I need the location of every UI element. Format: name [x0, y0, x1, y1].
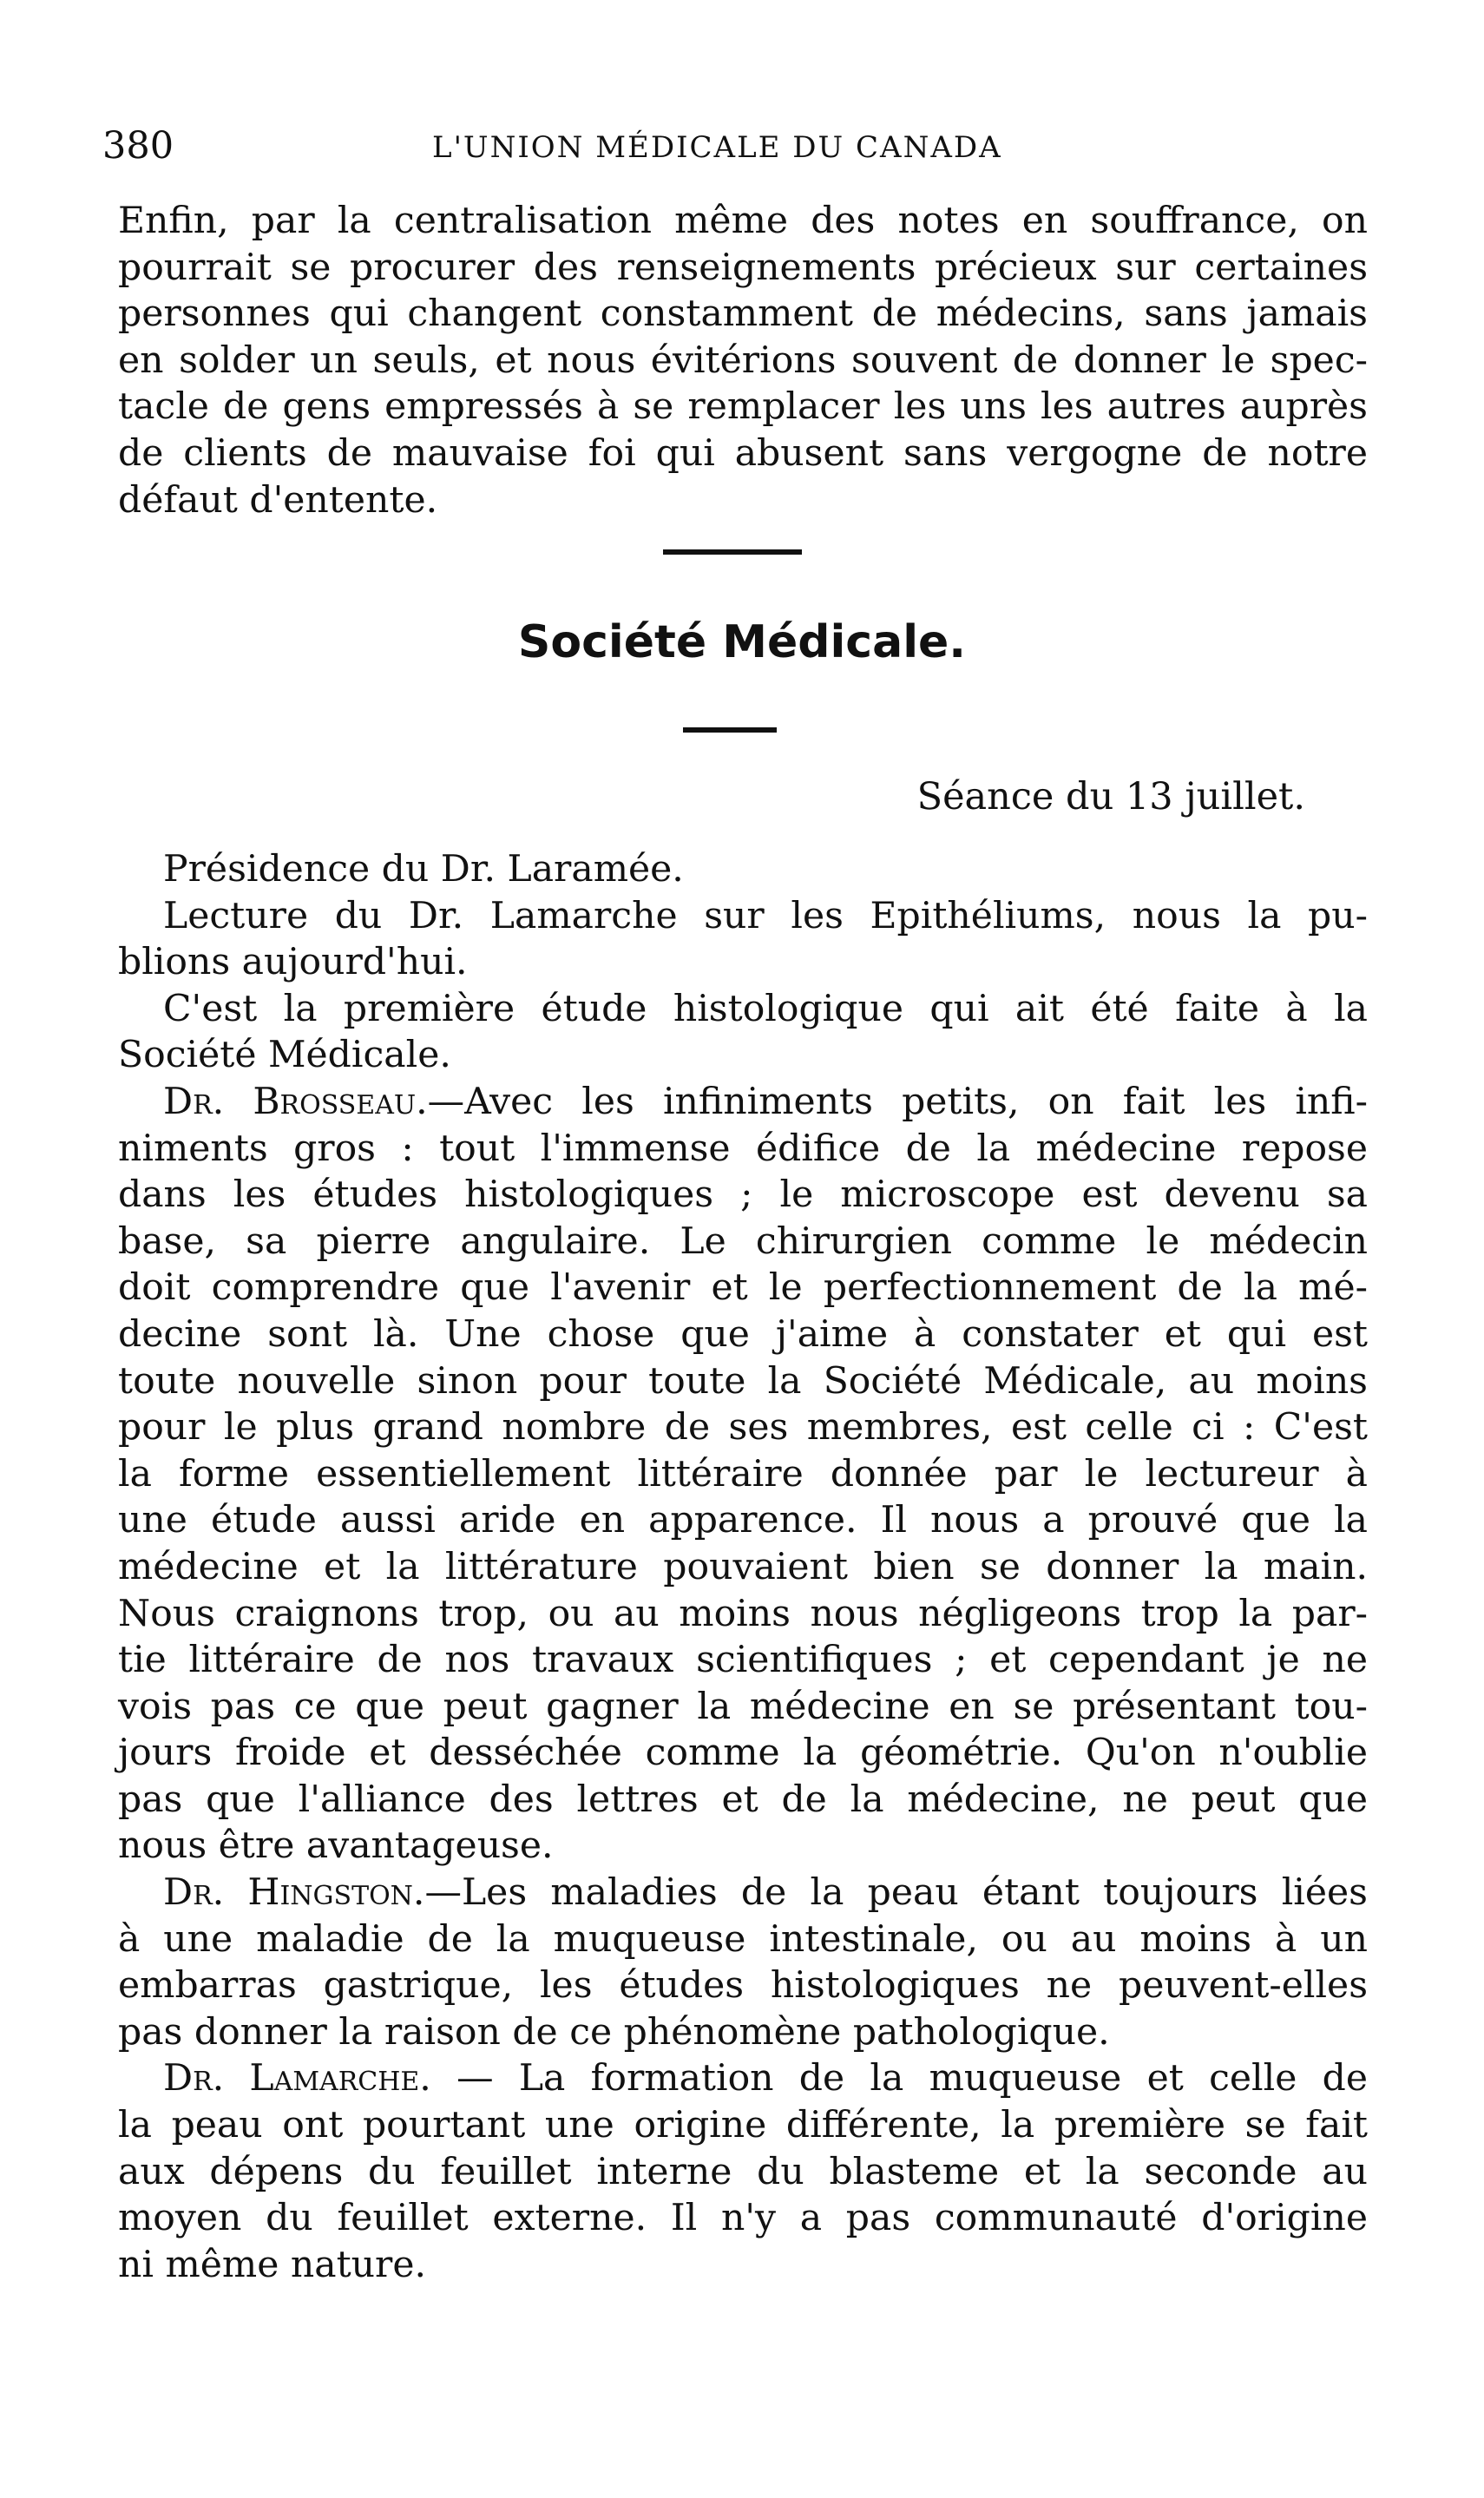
journal-title: L'UNION MÉDICALE DU CANADA [432, 130, 1002, 165]
text-line: une étude aussi aride en apparence. Il nous a prouvé que la [118, 1499, 1368, 1542]
text-line: Présidence du Dr. Laramée. [163, 848, 684, 891]
text-line: jours froide et desséchée comme la géométrie. Qu'on n'oublie [118, 1732, 1368, 1775]
text-line: personnes qui changent constamment de médecins, sans jamais [118, 293, 1368, 336]
text-line [118, 1079, 1368, 1126]
speaker-text: —Les maladies de la peau étant toujours liées [424, 1871, 1368, 1915]
text-line: pour le plus grand nombre de ses membres, est celle ci : C'est [118, 1406, 1368, 1449]
text-line: blions aujourd'hui. [118, 941, 468, 984]
speaker-name: Dr. Lamarche. [163, 2057, 431, 2100]
text-line [118, 2055, 1368, 2102]
text-line: pas donner la raison de ce phénomène pathologique. [118, 2010, 1110, 2054]
text-line: aux dépens du feuillet interne du blasteme et la seconde au [118, 2150, 1368, 2193]
text-line: dans les études histologiques ; le microscope est devenu sa [118, 1173, 1368, 1217]
text-line: Société Médicale. [118, 1034, 451, 1077]
running-head [102, 120, 1361, 172]
text-line: pourrait se procurer des renseignements précieux sur certaines [118, 246, 1368, 289]
text-line: à une maladie de la muqueuse intestinale, ou au moins à un [118, 1917, 1368, 1961]
text-line: défaut d'entente. [118, 478, 438, 522]
text-line: C'est la première étude histologique qui ait été faite à la [163, 987, 1368, 1030]
speaker-name: Dr. Brosseau. [163, 1080, 428, 1123]
text-line: embarras gastrique, les études histologiques ne peuvent-elles [118, 1964, 1368, 2008]
speaker-text: — La formation de la muqueuse et celle de [430, 2057, 1368, 2100]
section-title: Société Médicale. [517, 616, 967, 668]
intro-paragraph [118, 198, 1368, 523]
paragraph-hingston [118, 1870, 1368, 2055]
text-line [118, 1870, 1368, 1916]
text-line: la forme essentiellement littéraire donnée par le lectureur à [118, 1452, 1368, 1496]
paragraph-lamarche [118, 2055, 1368, 2288]
subsection-divider-rule [683, 727, 777, 733]
text-line: pas que l'alliance des lettres et de la médecine, ne peut que [118, 1778, 1368, 1821]
text-line: vois pas ce que peut gagner la médecine en se présentant tou- [118, 1685, 1368, 1728]
text-line: médecine et la littérature pouvaient bien se donner la main. [118, 1545, 1368, 1588]
paragraph-premiere-etude [118, 986, 1368, 1079]
text-line: Enfin, par la centralisation même des notes en souffrance, on [118, 200, 1368, 242]
text-line: doit comprendre que l'avenir et le perfectionnement de la mé- [118, 1266, 1368, 1310]
text-line: tacle de gens empressés à se remplacer les uns les autres auprès [118, 385, 1368, 429]
section-divider-rule [663, 549, 802, 555]
text-line: nous être avantageuse. [118, 1824, 554, 1868]
text-line: niments gros : tout l'immense édifice de la médecine repose [118, 1127, 1368, 1170]
paragraph-presidence [118, 846, 1368, 893]
text-line: moyen du feuillet externe. Il n'y a pas communauté d'origine [118, 2197, 1368, 2240]
text-line: de clients de mauvaise foi qui abusent sans vergogne de notre [118, 431, 1368, 475]
text-line: decine sont là. Une chose que j'aime à constater et qui est [118, 1312, 1368, 1356]
text-line: ni même nature. [118, 2243, 427, 2286]
minutes-body [118, 846, 1368, 2288]
session-date: Séance du 13 juillet. [916, 775, 1305, 818]
paragraph-lecture [118, 893, 1368, 986]
speaker-name: Dr. Hingston. [163, 1871, 425, 1915]
text-line: base, sa pierre angulaire. Le chirurgien comme le médecin [118, 1219, 1368, 1263]
speaker-text: —Avec les infiniments petits, on fait les infi- [427, 1080, 1368, 1123]
text-line: la peau ont pourtant une origine différente, la première se fait [118, 2104, 1368, 2147]
text-line: en solder un seuls, et nous évitérions souvent de donner le spec- [118, 339, 1368, 382]
text-line: Lecture du Dr. Lamarche sur les Epithéliums, nous la pu- [163, 894, 1368, 937]
paragraph-brosseau [118, 1079, 1368, 1870]
page-number: 380 [102, 124, 174, 168]
text-line: toute nouvelle sinon pour toute la Société Médicale, au moins [118, 1359, 1368, 1403]
text-line: Nous craignons trop, ou au moins nous négligeons trop la par- [118, 1592, 1368, 1635]
text-line: tie littéraire de nos travaux scientifiques ; et cependant je ne [118, 1639, 1368, 1682]
